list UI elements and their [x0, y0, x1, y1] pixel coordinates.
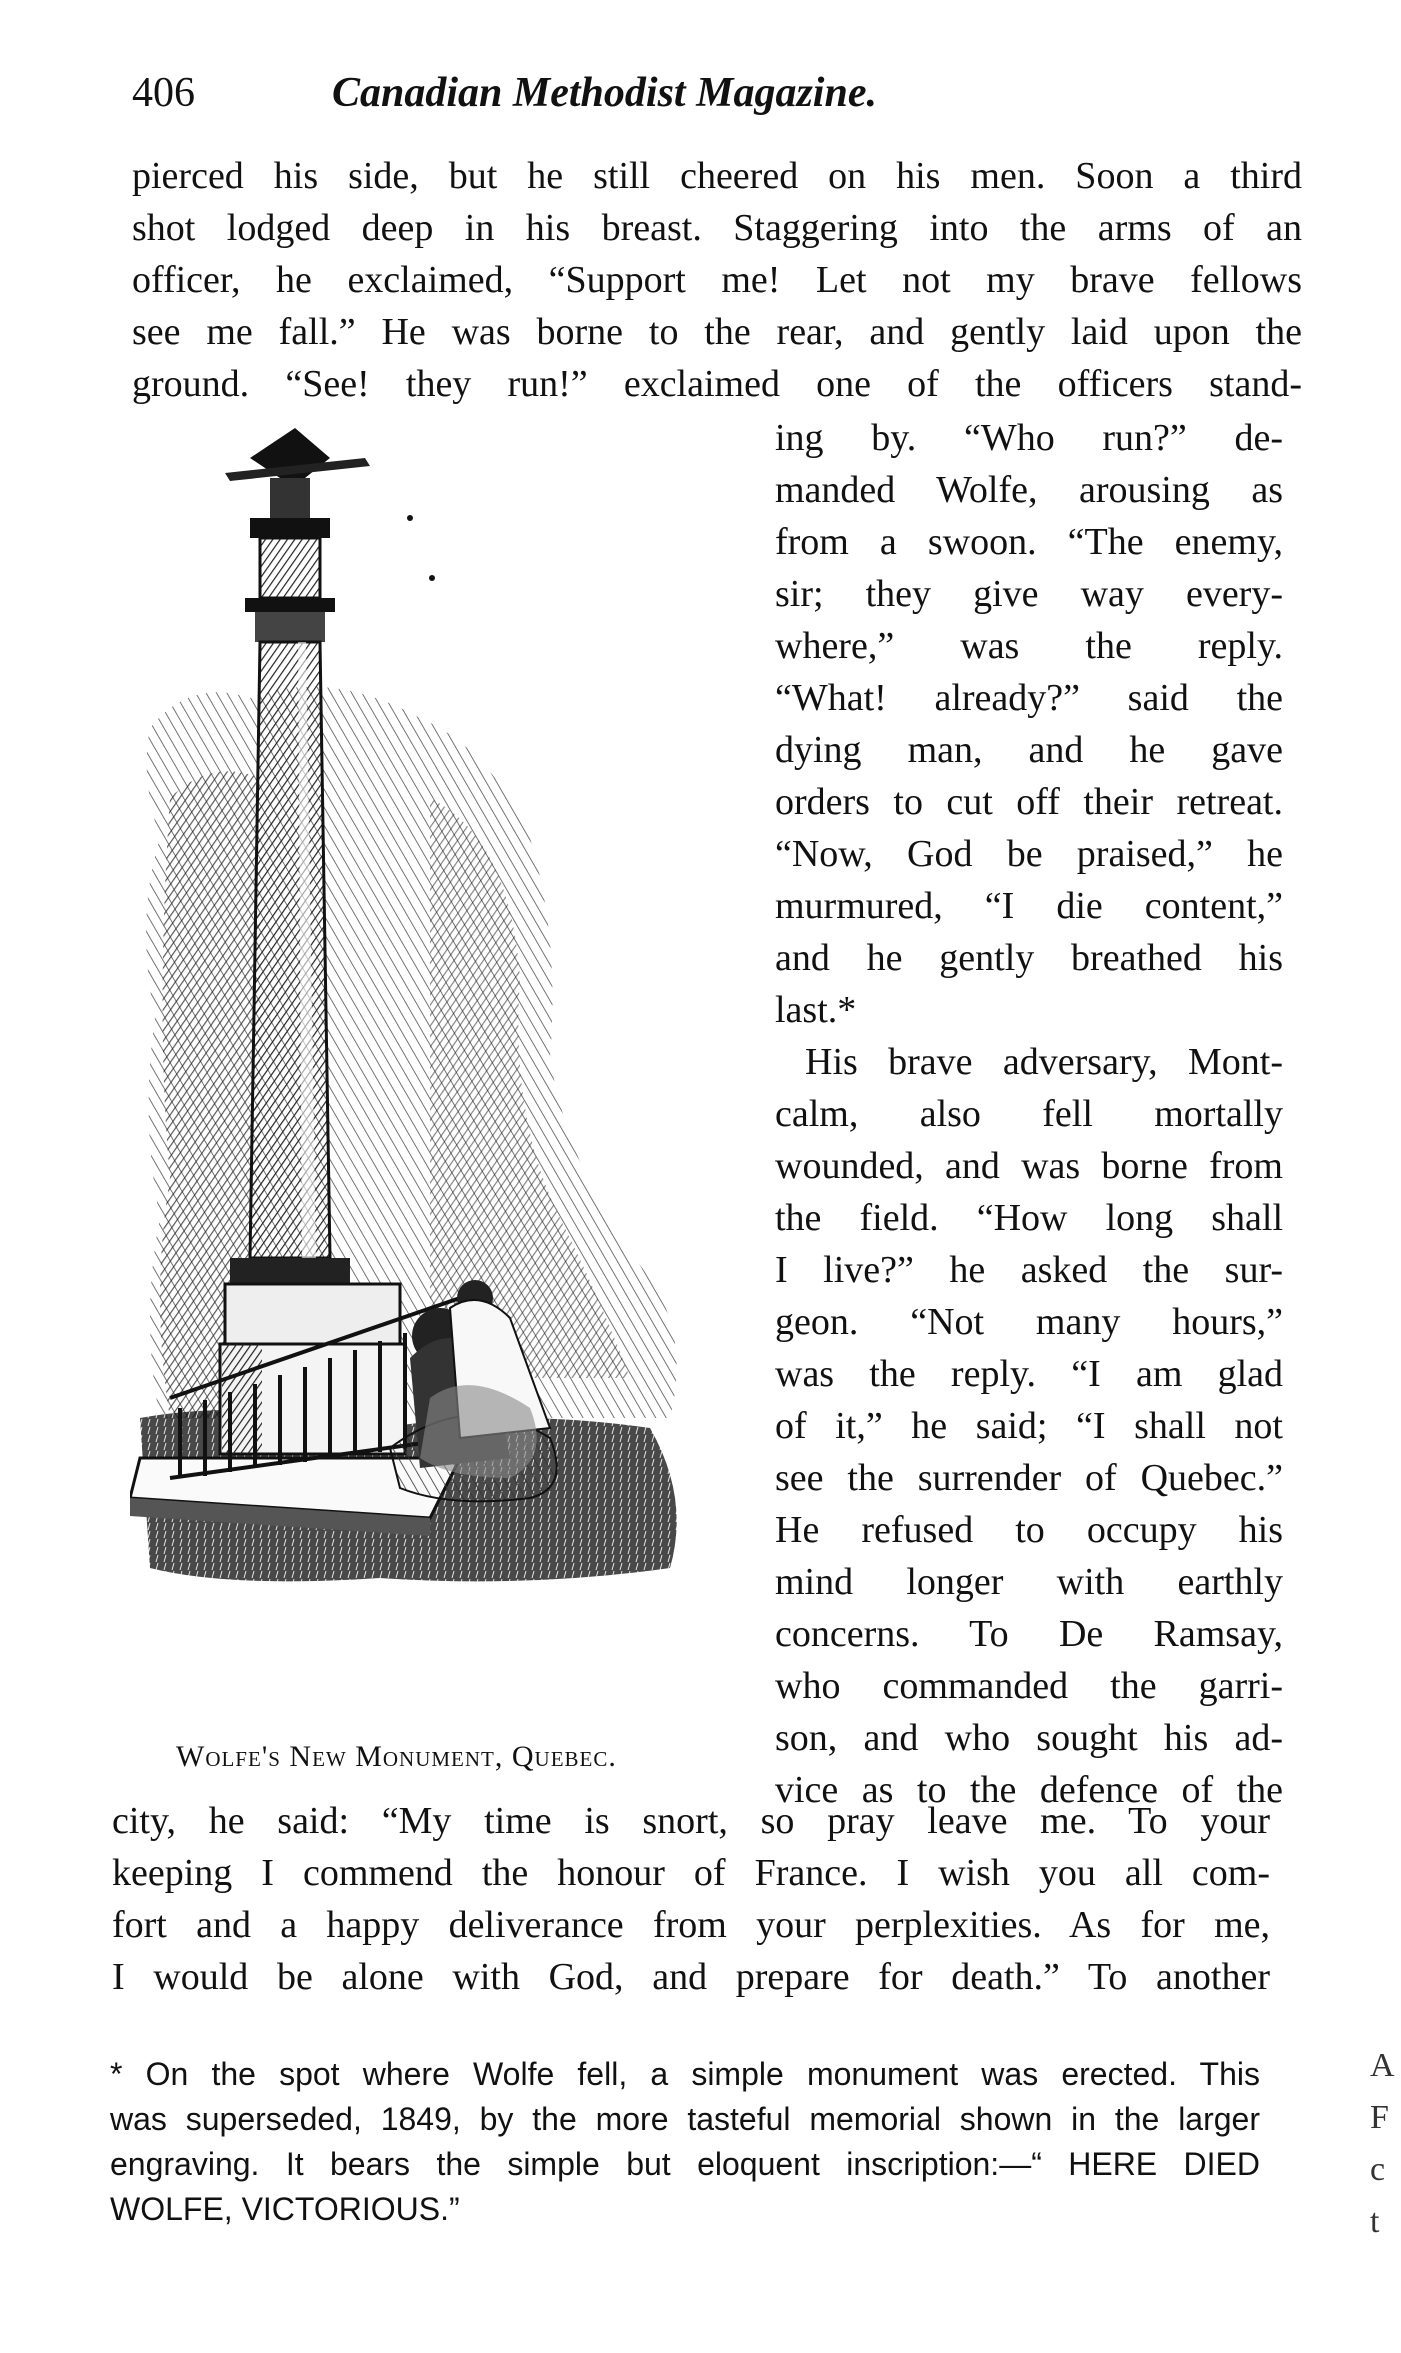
figure-caption: Wolfe's New Monument, Quebec. — [176, 1740, 617, 1773]
text-line: dying man, and he gave — [775, 729, 1283, 771]
text-line: shot lodged deep in his breast. Staggering into the arms of an — [132, 207, 1302, 249]
text-line: and he gently breathed his — [775, 937, 1283, 979]
text-line: murmured, “I die content,” — [775, 885, 1283, 927]
text-line: officer, he exclaimed, “Support me! Let not my brave fellows — [132, 259, 1302, 301]
fragment-glyph: F — [1370, 2099, 1389, 2136]
fragment-glyph: A — [1370, 2047, 1395, 2084]
text-line: I live?” he asked the sur- — [775, 1249, 1283, 1291]
text-line: sir; they give way every- — [775, 573, 1283, 615]
text-line: He refused to occupy his — [775, 1509, 1283, 1551]
text-line: son, and who sought his ad- — [775, 1717, 1283, 1759]
text-line: concerns. To De Ramsay, — [775, 1613, 1283, 1655]
monument-illustration — [130, 418, 770, 1728]
text-line: “What! already?” said the — [775, 677, 1283, 719]
footnote-line: WOLFE, VICTORIOUS.” — [110, 2191, 460, 2227]
text-line: of it,” he said; “I shall not — [775, 1405, 1283, 1447]
text-line: from a swoon. “The enemy, — [775, 521, 1283, 563]
text-line: wounded, and was borne from — [775, 1145, 1283, 1187]
text-line: see me fall.” He was borne to the rear, and gently laid upon the — [132, 311, 1302, 353]
footnote-line: was superseded, 1849, by the more tasteful memorial shown in the larger — [110, 2101, 1260, 2137]
text-line: geon. “Not many hours,” — [775, 1301, 1283, 1343]
text-line: ground. “See! they run!” exclaimed one of the officers stand- — [132, 363, 1302, 405]
text-line: the field. “How long shall — [775, 1197, 1283, 1239]
bottom-paragraph — [112, 1795, 1270, 2003]
text-line: His brave adversary, Mont- — [805, 1041, 1283, 1083]
text-line: ing by. “Who run?” de- — [775, 417, 1283, 459]
text-line: pierced his side, but he still cheered on his men. Soon a third — [132, 155, 1302, 197]
footnote-line: engraving. It bears the simple but eloquent inscription:—“ HERE DIED — [110, 2146, 1260, 2182]
text-line: orders to cut off their retreat. — [775, 781, 1283, 823]
text-line: calm, also fell mortally — [775, 1093, 1283, 1135]
page-header — [132, 58, 1062, 128]
running-head: Canadian Methodist Magazine. — [332, 70, 877, 116]
text-line: who commanded the garri- — [775, 1665, 1283, 1707]
footnote-line: * On the spot where Wolfe fell, a simple monument was erected. This — [110, 2056, 1260, 2092]
text-line: vice as to the defence of the — [775, 1769, 1283, 1811]
text-line: I would be alone with God, and prepare for death.” To another — [112, 1956, 1270, 1998]
text-line: fort and a happy deliverance from your perplexities. As for me, — [112, 1904, 1270, 1946]
text-line: keeping I commend the honour of France. I wish you all com- — [112, 1852, 1270, 1894]
adjacent-page-fragment — [1370, 2040, 1401, 2240]
intro-paragraph — [132, 150, 1302, 410]
text-line: see the surrender of Quebec.” — [775, 1457, 1283, 1499]
text-line: city, he said: “My time is snort, so pray leave me. To your — [112, 1800, 1270, 1842]
right-column-text — [775, 412, 1283, 1816]
fragment-glyph: c — [1370, 2151, 1386, 2188]
text-line: mind longer with earthly — [775, 1561, 1283, 1603]
monument-engraving — [130, 418, 770, 1728]
text-line: “Now, God be praised,” he — [775, 833, 1283, 875]
text-line: manded Wolfe, arousing as — [775, 469, 1283, 511]
text-line: where,” was the reply. — [775, 625, 1283, 667]
fragment-glyph: t — [1370, 2203, 1380, 2240]
text-line: last.* — [775, 989, 857, 1031]
footnote — [110, 2052, 1260, 2232]
page-number: 406 — [132, 70, 195, 116]
text-line: was the reply. “I am glad — [775, 1353, 1283, 1395]
